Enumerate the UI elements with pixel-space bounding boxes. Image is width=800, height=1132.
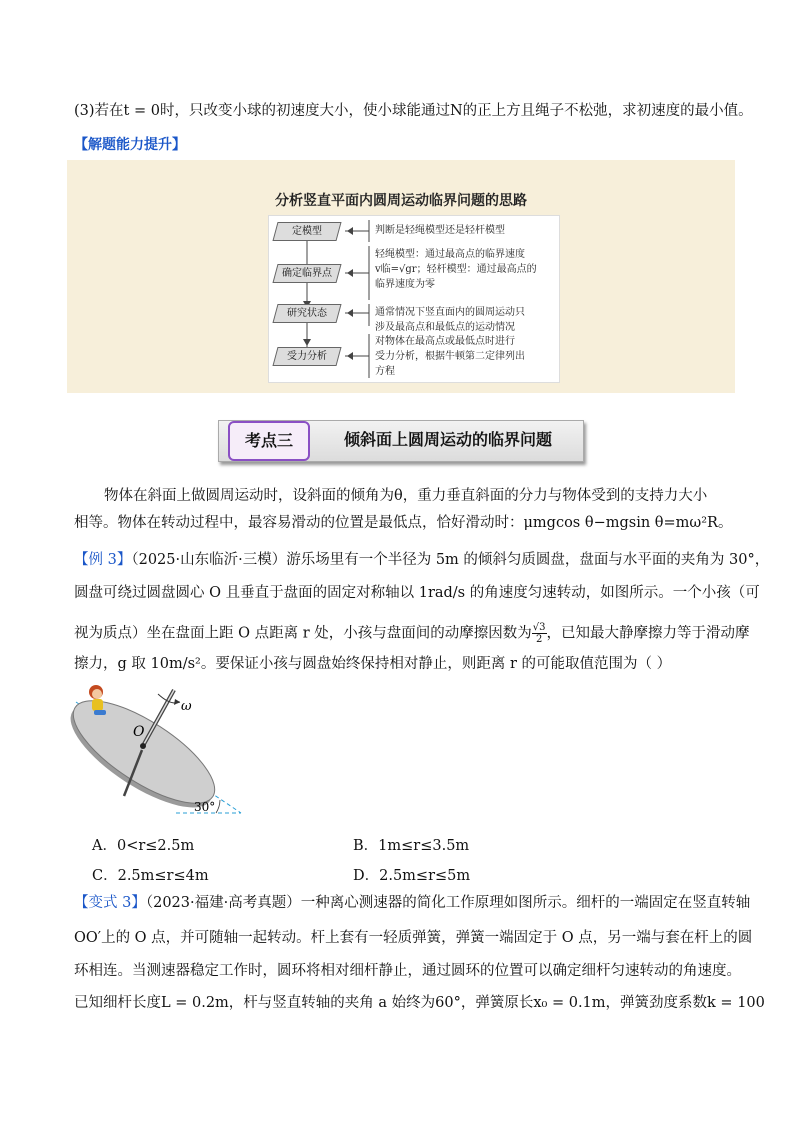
example-3-line-3 xyxy=(74,622,750,645)
example-3-line-5: 擦力，g 取 10m/s²。要保证小孩与圆盘始终保持相对静止，则距离 r 的可能取值范围为（ ） xyxy=(74,656,672,672)
flow-desc-define-model: 判断是轻绳模型还是轻杆模型 xyxy=(375,225,505,236)
option-b[interactable]: B．1m≤r≤3.5m xyxy=(353,838,470,854)
question-3: (3)若在t = 0时，只改变小球的初速度大小，使小球能通过N的正上方且绳子不松弛，求初速度的最小值。 xyxy=(74,103,753,119)
section-banner xyxy=(218,420,582,462)
flow-step-critical-point: 确定临界点 xyxy=(272,264,341,283)
flow-step-define-model: 定模型 xyxy=(272,222,341,241)
example-3-source: （2025·山东临沂·三模） xyxy=(131,552,287,568)
flow-step-force-analysis: 受力分析 xyxy=(272,347,341,366)
variant-3-source: （2023·福建·高考真题） xyxy=(145,895,301,911)
example-3-line-1 xyxy=(74,550,769,570)
flow-desc-study-state: 通常情况下竖直面内的圆周运动只 涉及最高点和最低点的运动情况 xyxy=(375,307,525,333)
ability-heading: 【解题能力提升】 xyxy=(74,137,186,153)
flowchart-title: 分析竖直平面内圆周运动临界问题的思路 xyxy=(275,193,527,209)
angle-label: 30° xyxy=(194,800,216,814)
variant-3-text-1: 一种离心测速器的简化工作原理如图所示。细杆的一端固定在竖直转轴 xyxy=(300,895,751,911)
option-c[interactable]: C．2.5m≤r≤4m xyxy=(92,868,209,884)
option-a[interactable]: A．0<r≤2.5m xyxy=(92,838,195,854)
variant-3-line-3: 环相连。当测速器稳定工作时，圆环将相对细杆静止，通过圆环的位置可以确定细杆匀速转动的角速度。 xyxy=(74,963,741,979)
section-tag: 考点三 xyxy=(228,421,310,461)
variant-3-line-2: OO′上的 O 点，并可随轴一起转动。杆上套有一轻质弹簧，弹簧一端固定于 O 点，另一端与套在杆上的圆 xyxy=(74,930,753,946)
flow-desc-critical-point: 轻绳模型：通过最高点的临界速度 v临=√gr；轻杆模型：通过最高点的 临界速度为零 xyxy=(375,249,537,290)
variant-3-line-1 xyxy=(74,893,750,913)
intro-line-1: 物体在斜面上做圆周运动时，设斜面的倾角为θ，重力垂直斜面的分力与物体受到的支持力大小 xyxy=(104,488,708,504)
example-3-line-2: 圆盘可绕过圆盘圆心 O 且垂直于盘面的固定对称轴以 1rad/s 的角速度匀速转动，如图所示。一个小孩（可 xyxy=(74,585,760,601)
example-3-text-3: 视为质点）坐在盘面上距 O 点距离 r 处，小孩与盘面间的动摩擦因数为 xyxy=(74,625,532,642)
omega-label: ω xyxy=(181,699,192,714)
option-d[interactable]: D．2.5m≤r≤5m xyxy=(353,868,471,884)
example-3-text-4: ，已知最大静摩擦力等于滑动摩 xyxy=(546,625,750,642)
flowchart-image xyxy=(268,215,560,383)
flowchart-panel xyxy=(67,160,735,393)
flow-desc-force-analysis: 对物体在最高点或最低点时进行 受力分析，根据牛顿第二定律列出 方程 xyxy=(375,336,525,377)
flow-step-study-state: 研究状态 xyxy=(272,304,341,323)
section-title: 倾斜面上圆周运动的临界问题 xyxy=(344,430,553,449)
center-label: O xyxy=(133,724,145,740)
example-3-tag: 【例 3】 xyxy=(74,552,132,568)
variant-3-tag: 【变式 3】 xyxy=(74,895,146,911)
example-3-text-1: 游乐场里有一个半径为 5m 的倾斜匀质圆盘，盘面与水平面的夹角为 30°， xyxy=(286,552,770,568)
tilted-disc-figure xyxy=(66,680,246,820)
variant-3-line-4: 已知细杆长度L = 0.2m，杆与竖直转轴的夹角 a 始终为60°，弹簧原长x₀ = 0.1m，弹簧劲度系数k = 100 xyxy=(74,995,765,1011)
intro-line-2: 相等。物体在转动过程中，最容易滑动的位置是最低点，恰好滑动时：μmgcos θ−mgsin θ=mω²R。 xyxy=(74,515,733,531)
friction-coefficient-fraction: $\frac{√3}{2}$ xyxy=(532,622,546,645)
disc-center-point xyxy=(140,743,146,749)
